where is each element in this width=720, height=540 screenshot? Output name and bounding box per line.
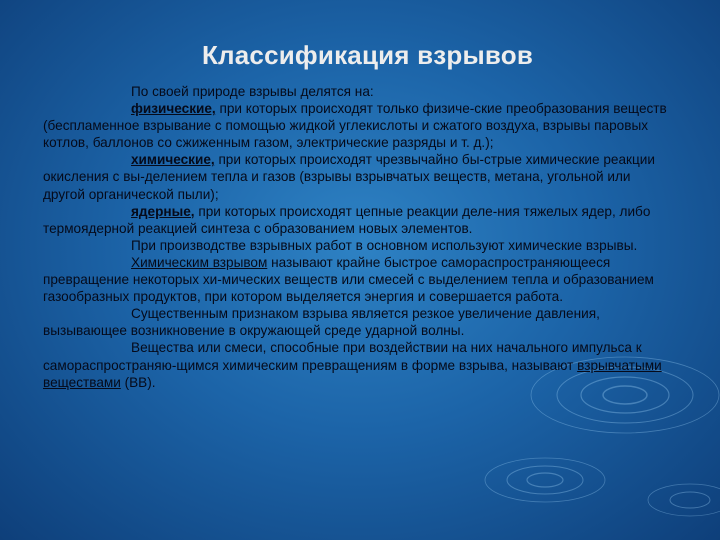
paragraph-text: при которых происходят цепные реакции деле-ния тяжелых ядер, либо термоядерной реакцией синтеза с образованием новых элементов. xyxy=(43,203,651,236)
slide-body xyxy=(43,83,668,391)
paragraph-text: По своей природе взрывы делятся на: xyxy=(131,84,374,99)
term-nuclear: ядерные, xyxy=(131,203,195,219)
paragraph-text: При производстве взрывных работ в основном используют химические взрывы. xyxy=(131,237,638,253)
paragraph-text: Вещества или смеси, способные при воздействии на них начального импульса к самораспространяю-щимся химическим превращениям в форме взрыва, называют xyxy=(43,340,642,373)
paragraph-definition xyxy=(43,254,668,305)
paragraph-physical xyxy=(43,100,668,151)
paragraph-intro xyxy=(43,83,668,100)
paragraph-nuclear xyxy=(43,203,668,237)
paragraph-text: при которых происходят только физиче-ские преобразования веществ (беспламенное взрывание с помощью жидкой углекислоты и сжатого воздуха, взрывы паровых котлов, баллонов со сжиженным газом, электрические разряды и т. д.); xyxy=(43,101,667,151)
term-physical: физические, xyxy=(131,101,216,117)
paragraph-production xyxy=(43,237,668,254)
term-chemical: химические, xyxy=(131,152,215,168)
paragraph-text: называют крайне быстрое самораспространяющееся превращение некоторых хи-мических веществ или смесей с выделением тепла и образованием газообразных продуктов, при котором выделяется энергия и совершается работа. xyxy=(43,254,654,305)
paragraph-text: при которых происходят чрезвычайно бы-стрые химические реакции окисления с вы-делением тепла и газов (взрывы взрывчатых веществ, метана, угольной или другой органической пыли); xyxy=(43,152,655,202)
paragraph-explosives xyxy=(43,339,668,390)
paragraph-chemical xyxy=(43,151,668,202)
paragraph-text: Существенным признаком взрыва является резкое увеличение давления, вызывающее возникновение в окружающей среде ударной волны. xyxy=(43,306,600,339)
paragraph-pressure xyxy=(43,305,668,339)
paragraph-text: (ВВ). xyxy=(120,374,156,390)
term-chemical-explosion: Химическим взрывом xyxy=(131,254,268,270)
term-explosives: взрывчатыми веществами xyxy=(43,357,662,390)
slide-title: Классификация взрывов xyxy=(201,40,533,70)
